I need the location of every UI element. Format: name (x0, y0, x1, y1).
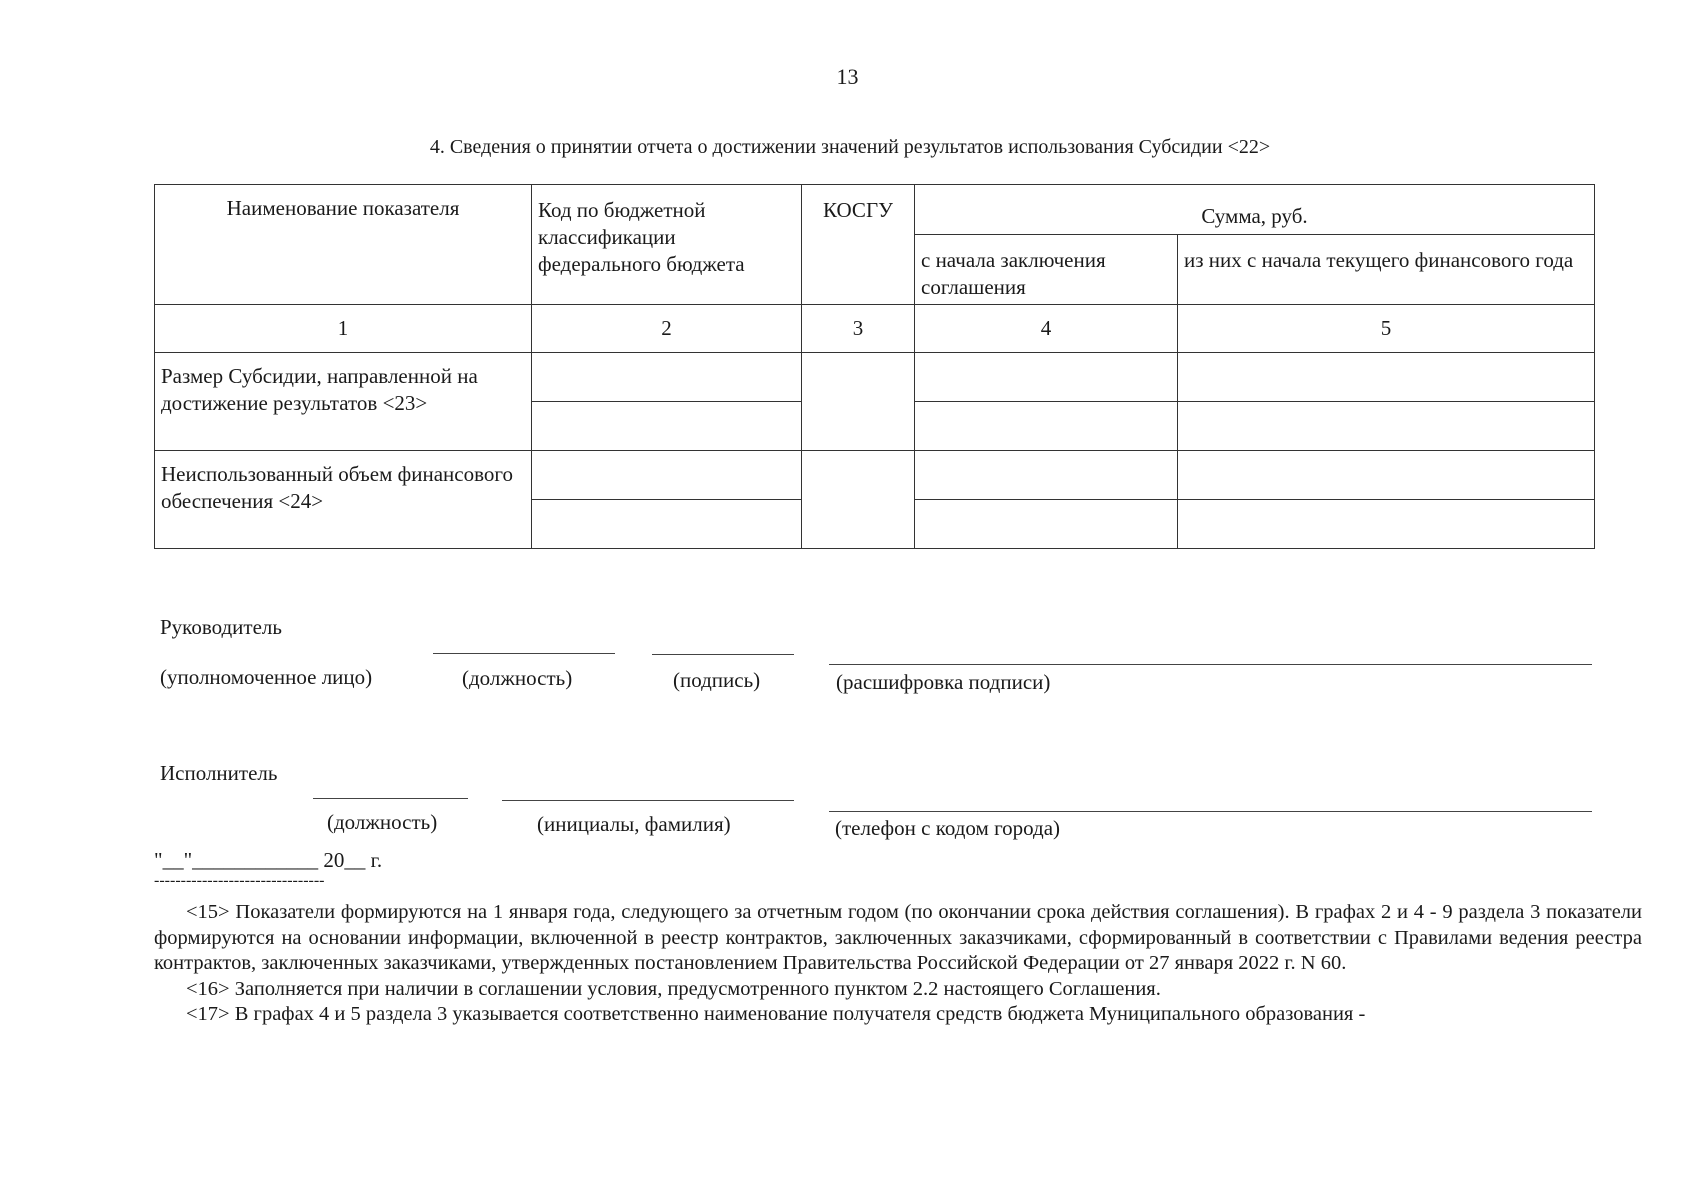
initials-line (502, 800, 794, 801)
table-cell (532, 500, 802, 549)
column-number: 4 (915, 305, 1178, 353)
column-number: 1 (155, 305, 532, 353)
signature-caption: (подпись) (673, 668, 761, 692)
column-number: 2 (532, 305, 802, 353)
table-cell (532, 353, 802, 402)
column-number: 3 (802, 305, 915, 353)
header-budget-code: Код по бюджетной классификации федерального бюджета (532, 185, 802, 305)
signature-decode-line (829, 664, 1592, 665)
footnotes (154, 900, 1642, 1028)
page-number: 13 (836, 64, 859, 89)
footnote-16: <16> Заполняется при наличии в соглашении условия, предусмотренного пунктом 2.2 настоящего Соглашения. (186, 977, 1161, 1000)
header-sum-current-year: из них с начала текущего финансового года (1178, 235, 1595, 305)
initials-caption: (инициалы, фамилия) (537, 812, 731, 836)
table-cell (1178, 451, 1595, 500)
table-header-row (155, 185, 1595, 235)
footnote-separator: -------------------------------- (154, 872, 325, 889)
row-label-unused-volume: Неиспользованный объем финансового обеспечения <24> (155, 451, 532, 549)
position-caption: (должность) (462, 666, 573, 690)
header-sum-from-start: с начала заключения соглашения (915, 235, 1178, 305)
table-cell (1178, 500, 1595, 549)
executor-position-line (313, 798, 468, 799)
signature-line (652, 654, 794, 655)
phone-line (829, 811, 1592, 812)
table-cell (915, 451, 1178, 500)
report-table (154, 184, 1595, 549)
table-cell (915, 500, 1178, 549)
table-cell (915, 353, 1178, 402)
position-line (433, 653, 615, 654)
table-row (155, 353, 1595, 402)
header-kosgu: КОСГУ (802, 185, 915, 305)
footnote-17: <17> В графах 4 и 5 раздела 3 указывается соответственно наименование получателя средств бюджета Муниципального образования - (186, 1003, 1366, 1025)
table-cell (915, 402, 1178, 451)
section-title: 4. Сведения о принятии отчета о достижении значений результатов использования Субсидии <22> (429, 136, 1271, 158)
table-cell (1178, 353, 1595, 402)
executor-label: Исполнитель (160, 761, 278, 785)
head-label: Руководитель (160, 615, 282, 639)
column-number: 5 (1178, 305, 1595, 353)
executor-position-caption: (должность) (327, 810, 438, 834)
date-line: "__"____________ 20__ г. (154, 848, 383, 872)
table-row (155, 451, 1595, 500)
row-label-subsidy-size: Размер Субсидии, направленной на достижение результатов <23> (155, 353, 532, 451)
header-sum: Сумма, руб. (915, 185, 1595, 235)
phone-caption: (телефон с кодом города) (835, 816, 1061, 840)
footnote-15: <15> Показатели формируются на 1 января года, следующего за отчетным годом (по окончании срока действия соглашения). В графах 2 и 4 - 9 раздела 3 показатели формируются на основании информации, включенной в реестр контрактов, заключенных заказчиками, сформированный в соответствии с Правилами ведения реестра контрактов, заключенных заказчиками, утвержденных постановлением Правительства Российской Федерации от 27 января 2022 г. N 60. (154, 901, 1642, 974)
column-numbers-row (155, 305, 1595, 353)
header-indicator-name: Наименование показателя (155, 185, 532, 305)
table-cell (802, 353, 915, 451)
table-cell (802, 451, 915, 549)
decode-caption: (расшифровка подписи) (836, 670, 1051, 694)
table-cell (1178, 402, 1595, 451)
table-cell (532, 451, 802, 500)
table-cell (532, 402, 802, 451)
head-sub-label: (уполномоченное лицо) (160, 665, 373, 689)
